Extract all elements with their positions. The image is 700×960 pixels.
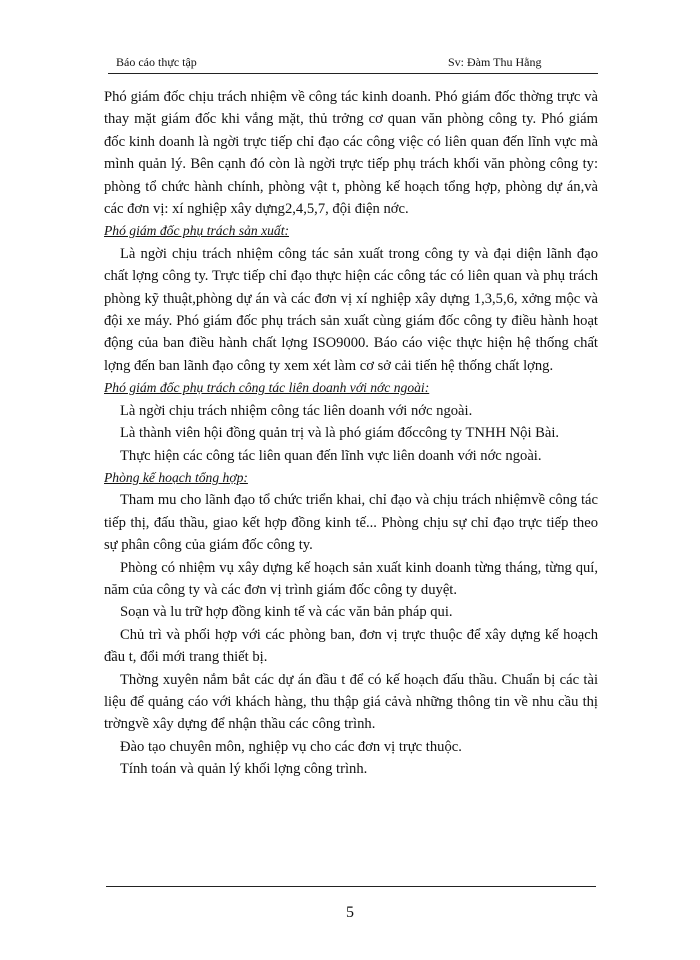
paragraph: Tham mu cho lãnh đạo tổ chức triển khai, chỉ đạo và chịu trách nhiệmvề công tác tiếp thị, đấu thầu, giao kết hợp đồng kinh tế... Phòng chịu sự chỉ đạo trực tiếp theo sự phân công của giám đốc công ty. — [104, 492, 598, 554]
header-divider — [108, 73, 598, 74]
paragraph: Phó giám đốc chịu trách nhiệm về công tác kinh doanh. Phó giám đốc thờng trực và thay mặt giám đốc khi vắng mặt, thủ trởng cơ quan văn phòng công ty. Phó giám đốc kinh doanh là ngời trực tiếp chỉ đạo các công việc có liên quan đến lĩnh vực mà mình quản lý. Bên cạnh đó còn là ngời trực tiếp phụ trách khối văn phòng công ty: phòng tổ chức hành chính, phòng vật t, phòng kế hoạch tổng hợp, phòng dự án,và các đơn vị: xí nghiệp xây dựng2,4,5,7, đội điện nớc. — [104, 89, 598, 218]
paragraph: Là thành viên hội đồng quản trị và là phó giám đốccông ty TNHH Nội Bài. — [120, 425, 560, 442]
paragraph: Thờng xuyên nắm bắt các dự án đầu t để có kế hoạch đấu thầu. Chuẩn bị các tài liệu để quảng cáo với khách hàng, thu thập giá cảvà những thông tin về nhu cầu thị trờngvề xây dựng để nhận thầu các công trình. — [104, 671, 598, 733]
section-heading: Phó giám đốc phụ trách sản xuất: — [104, 223, 290, 239]
paragraph: Là ngời chịu trách nhiệm công tác liên doanh với nớc ngoài. — [120, 402, 473, 419]
header-report-title: Báo cáo thực tập — [116, 55, 197, 69]
paragraph: Soạn và lu trữ hợp đồng kinh tế và các văn bản pháp qui. — [120, 604, 453, 621]
paragraph: Là ngời chịu trách nhiệm công tác sản xuất trong công ty và đại diện lãnh đạo chất lợng công ty. Trực tiếp chỉ đạo thực hiện các công tác có liên quan và phụ trách phòng kỹ thuật,phòng dự án và các đơn vị xí nghiệp xây dựng 1,3,5,6, xởng mộc và đội xe máy. Phó giám đốc phụ trách sản xuất cùng giám đốc công ty điều hành hoạt động của ban điều hành chất lợng ISO9000. Báo cáo việc thực hiện hệ thống chất lợng đến ban lãnh đạo công ty xem xét làm cơ sở cải tiến hệ thống chất lợng. — [104, 245, 598, 374]
paragraph: Phòng có nhiệm vụ xây dựng kế hoạch sản xuất kinh doanh từng tháng, từng quí, năm của công ty và các đơn vị trình giám đốc công ty duyệt. — [104, 559, 598, 598]
page-header — [108, 55, 598, 73]
section-heading: Phòng kế hoạch tổng hợp: — [104, 469, 248, 485]
paragraph: Đào tạo chuyên môn, nghiệp vụ cho các đơn vị trực thuộc. — [120, 738, 462, 755]
section-heading: Phó giám đốc phụ trách công tác liên doanh với nớc ngoài: — [104, 380, 430, 396]
header-student-name: Sv: Đàm Thu Hằng — [448, 55, 542, 69]
paragraph: Tính toán và quản lý khối lợng công trình. — [120, 761, 368, 778]
page-number: 5 — [346, 904, 354, 921]
document-body — [104, 86, 598, 781]
paragraph: Thực hiện các công tác liên quan đến lĩnh vực liên doanh với nớc ngoài. — [120, 447, 542, 464]
footer-divider — [106, 886, 596, 887]
paragraph: Chủ trì và phối hợp với các phòng ban, đơn vị trực thuộc để xây dựng kế hoạch đầu t, đổi mới trang thiết bị. — [104, 626, 598, 666]
